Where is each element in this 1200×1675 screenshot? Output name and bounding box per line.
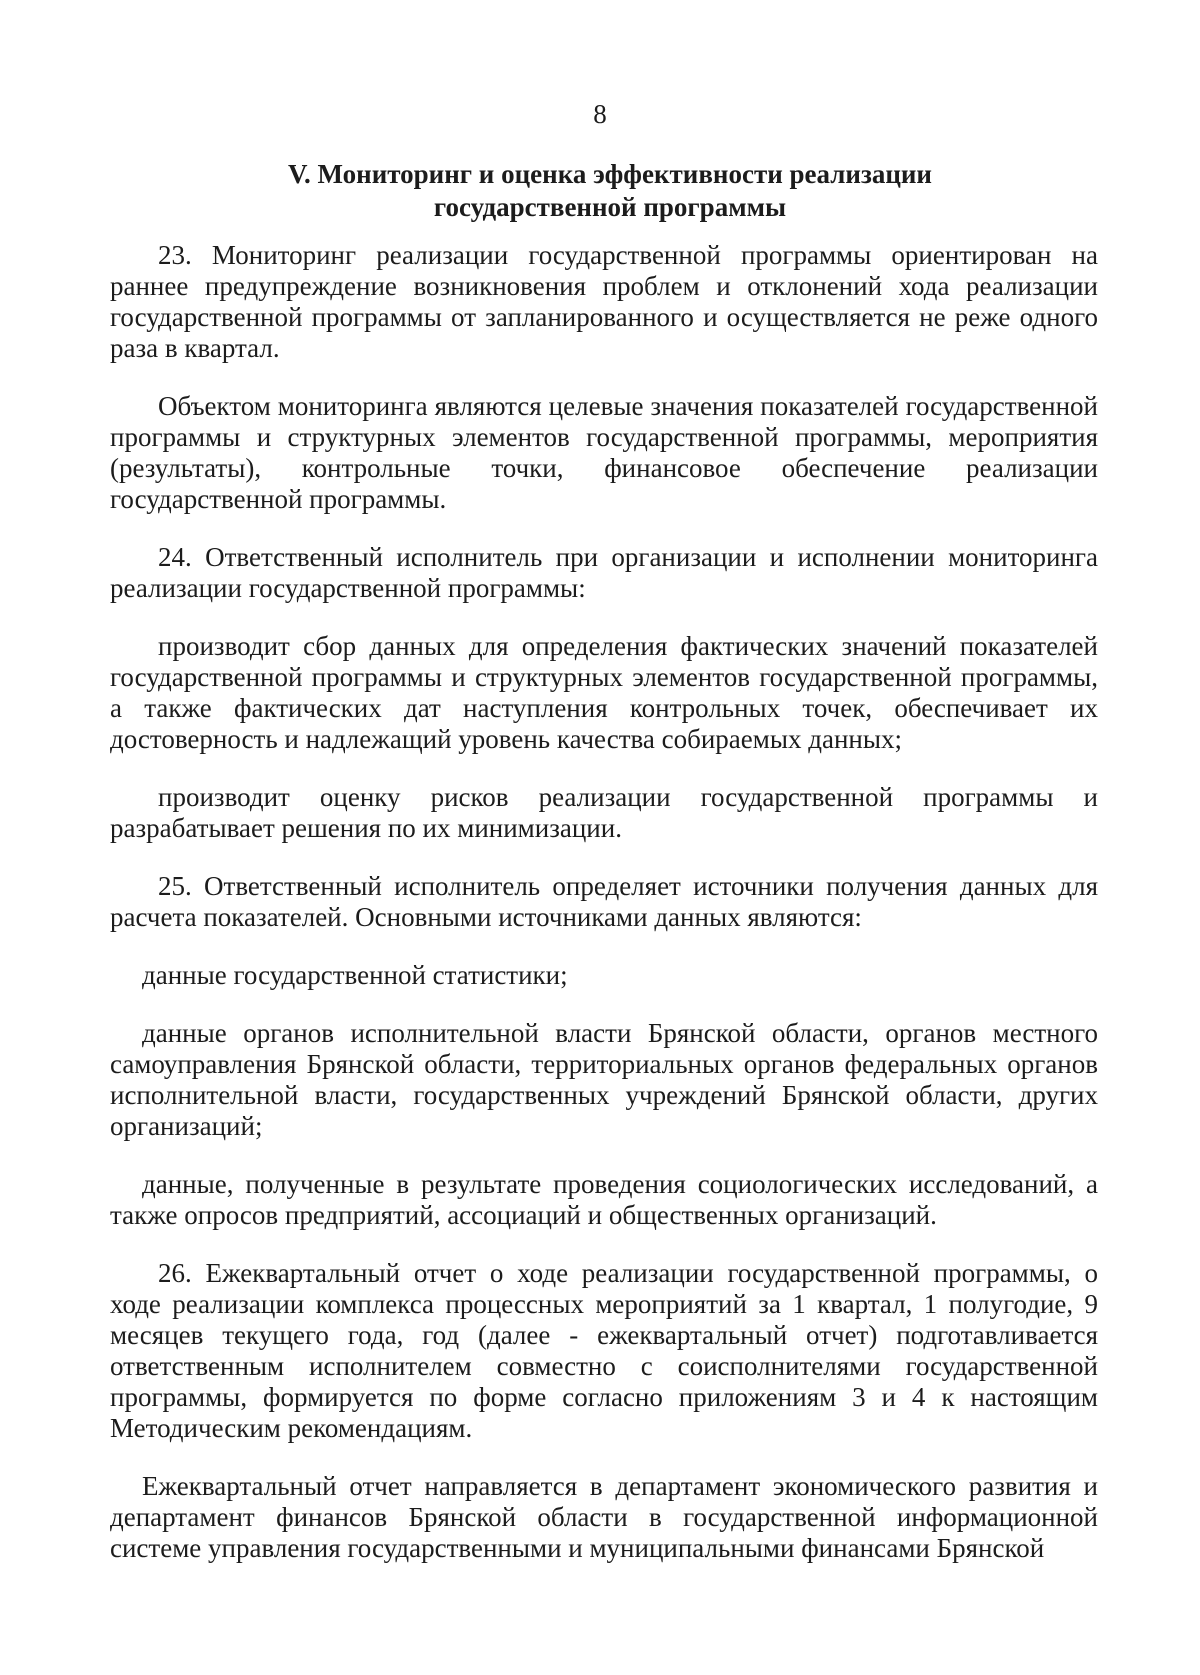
page-number: 8 [593,99,607,129]
paragraph-monitoring-object: Объектом мониторинга являются целевые значения показателей государственной программы и структурных элементов государственной программы, мероприятия (результаты), контрольные точки, финансовое обеспечение реализации государственной программы. [110,391,1098,514]
paragraph-24-executor: 24. Ответственный исполнитель при организации и исполнении мониторинга реализации государственной программы: [110,542,1098,603]
paragraph-state-statistics: данные государственной статистики; [142,960,568,990]
section-title-line-1: V. Мониторинг и оценка эффективности реализации [288,159,932,189]
paragraph-data-collection: производит сбор данных для определения фактических значений показателей государственной программы и структурных элементов государственной программы, а также фактических дат наступления контрольных точек, обеспечивает их достоверность и надлежащий уровень качества собираемых данных; [110,631,1098,754]
paragraph-survey-data: данные, полученные в результате проведения социологических исследований, а также опросов предприятий, ассоциаций и общественных организаций. [110,1169,1098,1230]
paragraph-25-sources: 25. Ответственный исполнитель определяет источники получения данных для расчета показателей. Основными источниками данных являются: [110,871,1098,932]
paragraph-26-quarterly-report: 26. Ежеквартальный отчет о ходе реализации государственной программы, о ходе реализации комплекса процессных мероприятий за 1 квартал, 1 полугодие, 9 месяцев текущего года, год (далее - ежеквартальный отчет) подготавливается ответственным исполнителем совместно с соисполнителями государственной программы, формируется по форме согласно приложениям 3 и 4 к настоящим Методическим рекомендациям. [110,1258,1098,1443]
paragraph-report-submission: Ежеквартальный отчет направляется в департамент экономического развития и департамент финансов Брянской области в государственной информационной системе управления государственными и муниципальными финансами Брянской [110,1471,1098,1563]
paragraph-authorities-data: данные органов исполнительной власти Брянской области, органов местного самоуправления Брянской области, территориальных органов федеральных органов исполнительной власти, государственных учреждений Брянской области, других организаций; [110,1018,1098,1141]
paragraph-23-monitoring: 23. Мониторинг реализации государственной программы ориентирован на раннее предупреждение возникновения проблем и отклонений хода реализации государственной программы от запланированного и осуществляется не реже одного раза в квартал. [110,240,1098,363]
section-title-line-2: государственной программы [433,192,787,222]
body-text [110,240,1098,1591]
section-title [110,158,1110,224]
paragraph-risk-assessment: производит оценку рисков реализации государственной программы и разрабатывает решения по их минимизации. [110,782,1098,843]
